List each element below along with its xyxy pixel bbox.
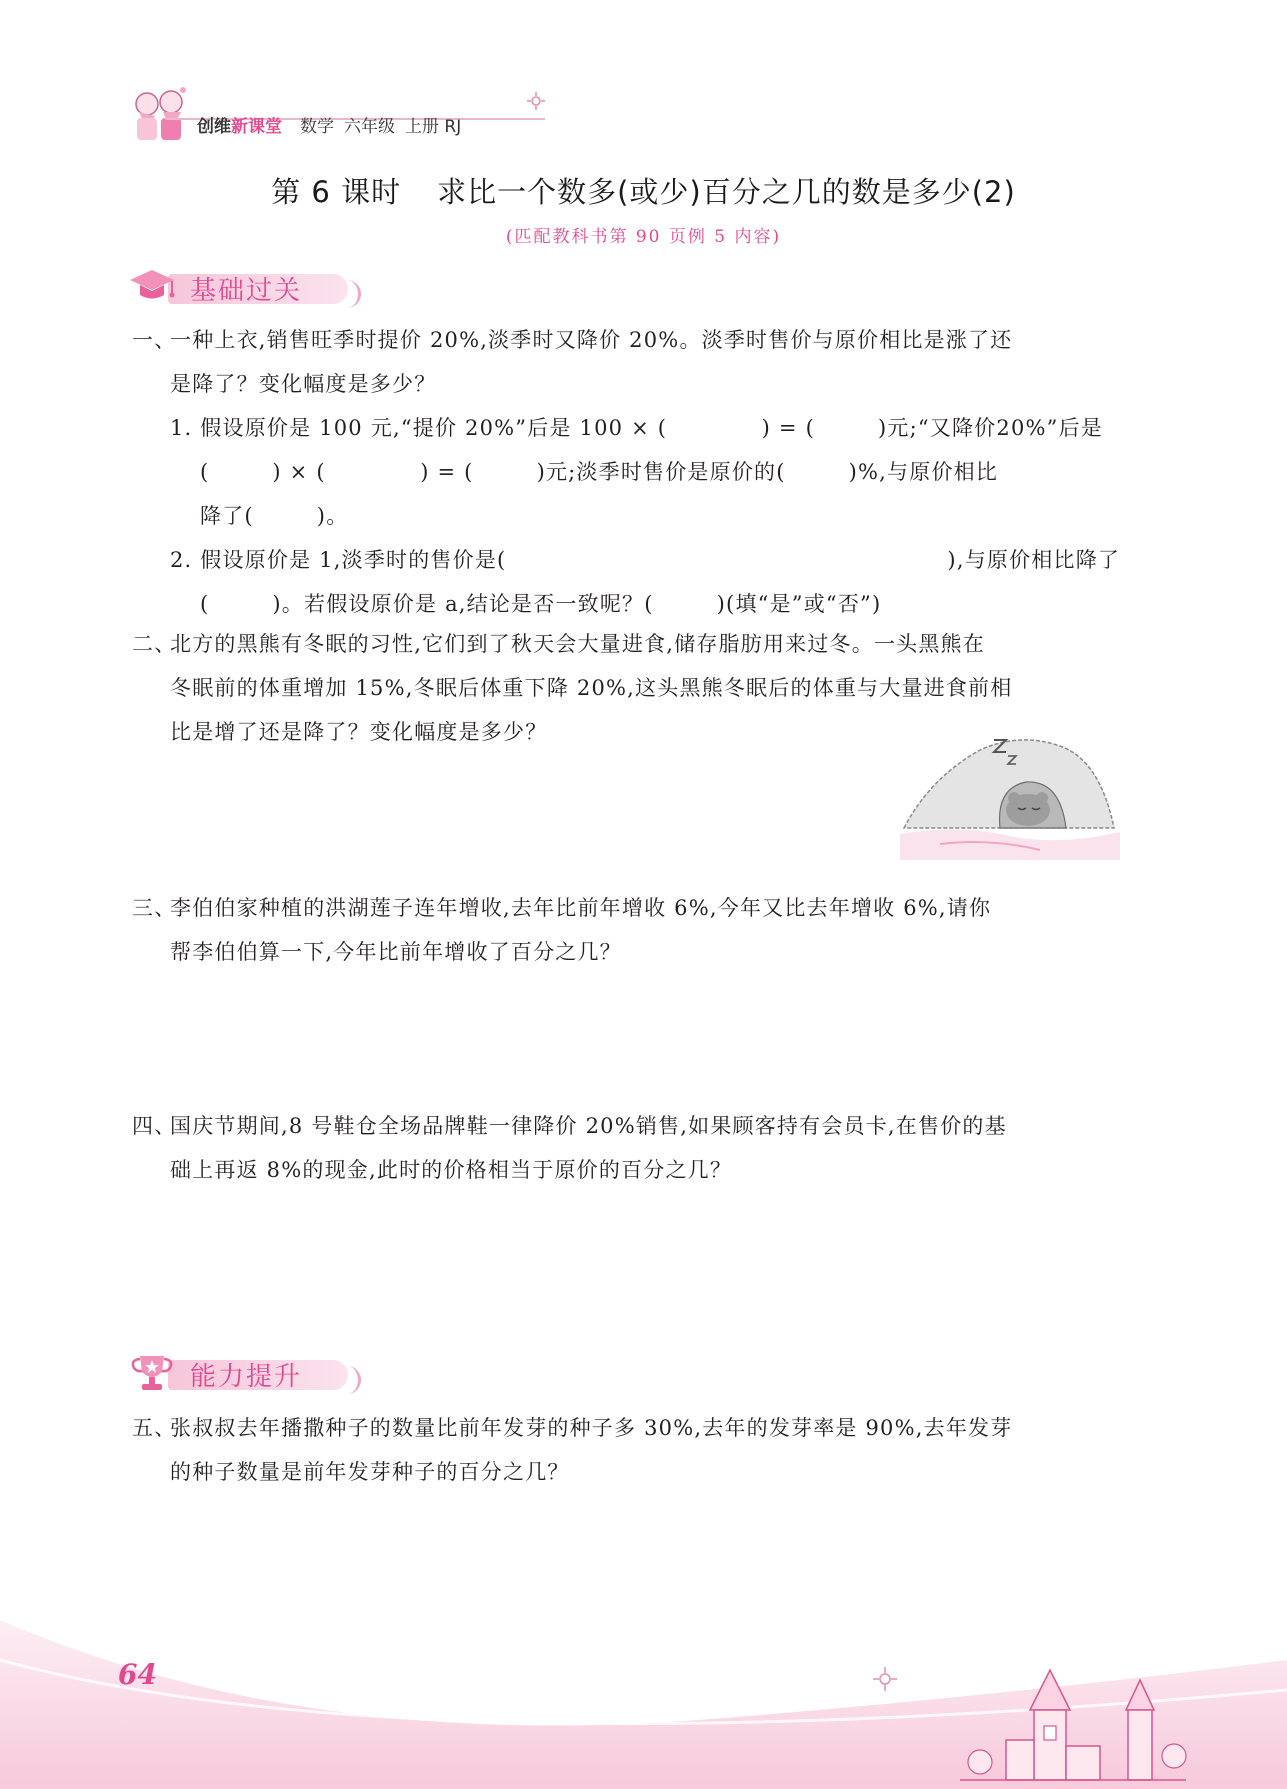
lesson-number: 第 6 课时 <box>271 175 402 209</box>
question-text: 冬眠前的体重增加 15%,冬眠后体重下降 20%,这头黑熊冬眠后的体重与大量进食前相 <box>170 676 1013 700</box>
part-text: 降了( )。 <box>200 504 349 528</box>
page-header <box>125 82 545 152</box>
part-text: 2. 假设原价是 1,淡季时的售价是( ),与原价相比降了 <box>170 548 1121 572</box>
flower-icon <box>525 90 547 112</box>
question-number: 三、 <box>132 896 177 920</box>
volume: 上册 RJ <box>405 117 462 137</box>
question-text: 的种子数量是前年发芽种子的百分之几？ <box>170 1460 570 1484</box>
lesson-topic: 求比一个数多(或少)百分之几的数是多少(2) <box>437 175 1016 209</box>
question-text: 一种上衣,销售旺季时提价 20%,淡季时又降价 20%。淡季时售价与原价相比是涨了还 <box>170 328 1013 352</box>
question-number: 一、 <box>132 328 177 352</box>
part-text: ( ) × ( ) = ( )元;淡季时售价是原价的( )%,与原价相比 <box>200 460 999 484</box>
question-text: 李伯伯家种植的洪湖莲子连年增收,去年比前年增收 6%,今年又比去年增收 6%,请你 <box>170 896 992 920</box>
castle-illustration <box>950 1650 1190 1789</box>
subject: 数学 <box>300 117 334 137</box>
page-number: 64 <box>118 1658 157 1691</box>
header-text <box>197 112 461 137</box>
question-5 <box>132 1406 1142 1494</box>
question-text: 是降了？变化幅度是多少？ <box>170 372 437 396</box>
question-3 <box>132 886 1142 974</box>
part-text: ( )。若假设原价是 a,结论是否一致呢？( )(填“是”或“否”) <box>200 592 882 616</box>
trophy-icon <box>128 1350 176 1394</box>
lesson-subtitle: (匹配教科书第 90 页例 5 内容) <box>505 227 782 247</box>
question-text: 北方的黑熊有冬眠的习性,它们到了秋天会大量进食,储存脂肪用来过冬。一头黑熊在 <box>170 632 985 656</box>
question-text: 国庆节期间,8 号鞋仓全场品牌鞋一律降价 20%销售,如果顾客持有会员卡,在售价的基 <box>170 1114 1007 1138</box>
question-text: 帮李伯伯算一下,今年比前年增收了百分之几？ <box>170 940 622 964</box>
section-title-basic: 基础过关 <box>190 276 303 306</box>
sleeping-bear-illustration <box>900 728 1120 860</box>
question-1-part-1 <box>170 406 1142 538</box>
part-text: 1. 假设原价是 100 元,“提价 20%”后是 100 × ( ) = ( )元;“又降价20%”后是 <box>170 416 1103 440</box>
question-number: 四、 <box>132 1114 177 1138</box>
question-1-part-2 <box>170 538 1142 626</box>
section-banner-advanced <box>128 1346 358 1396</box>
question-text: 比是增了还是降了？变化幅度是多少？ <box>170 720 548 744</box>
kids-illustration-icon <box>125 82 195 152</box>
section-banner-basic <box>128 260 358 310</box>
question-text: 张叔叔去年播撒种子的数量比前年发芽的种子多 30%,去年的发芽率是 90%,去年发芽 <box>170 1416 1013 1440</box>
flower-icon <box>870 1664 900 1694</box>
question-4 <box>132 1104 1142 1192</box>
question-number: 二、 <box>132 632 177 656</box>
lesson-title <box>0 170 1287 211</box>
brand-part1: 创维 <box>197 117 231 137</box>
question-number: 五、 <box>132 1416 177 1440</box>
section-title-advanced: 能力提升 <box>190 1362 303 1392</box>
grade: 六年级 <box>344 117 395 137</box>
mortarboard-icon <box>128 264 176 308</box>
question-1 <box>132 318 1142 406</box>
question-text: 础上再返 8%的现金,此时的价格相当于原价的百分之几？ <box>170 1158 733 1182</box>
brand-part2: 新课堂 <box>231 117 282 137</box>
